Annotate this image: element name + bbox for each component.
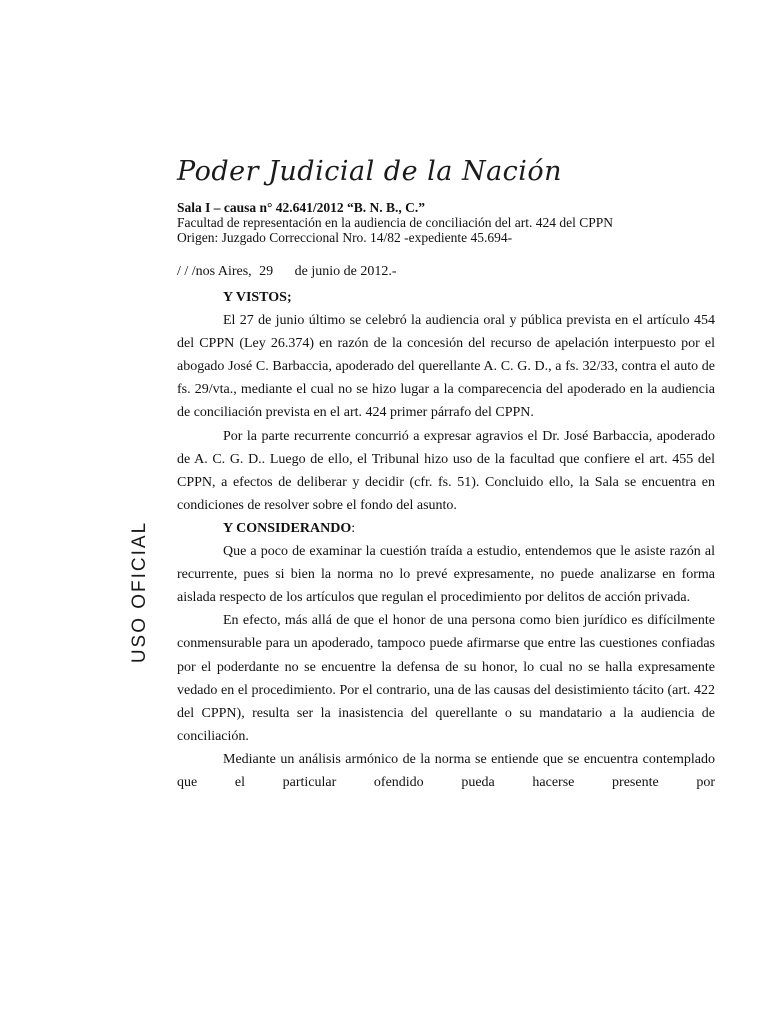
- date-place: / / /nos Aires,: [177, 264, 252, 279]
- date-line: [177, 264, 401, 280]
- paragraph-5: Mediante un análisis armónico de la norma se entiende que se encuentra contemplado que el particular ofendido pueda hacerse presente por: [177, 751, 715, 790]
- considerando-heading-text: Y CONSIDERANDO: [223, 520, 352, 536]
- paragraph-4: En efecto, más allá de que el honor de una persona como bien jurídico es difícilmente conmensurable para un apoderado, tampoco puede afirmarse que entre las cuestiones confiadas por el poderdante no se encuentre la defensa de su honor, lo cual no se halla expresamente vedado en el procedimiento. Por el contrario, una de las causas del desistimiento tácito (art. 422 del CPPN), resulta ser la inasistencia del querellante o su mandatario a la audiencia de conciliación.: [177, 613, 715, 744]
- date-month-year: de junio de 2012.-: [294, 264, 397, 279]
- paragraph-1: El 27 de junio último se celebró la audiencia oral y pública prevista en el artículo 454 del CPPN (Ley 26.374) en razón de la concesión del recurso de apelación interpuesto por el abogado José C. Barbaccia, apoderado del querellante A. C. G. D., a fs. 32/33, contra el auto de fs. 29/vta., mediante el cual no se hizo lugar a la comparecencia del apoderado en la audiencia de conciliación prevista en el art. 424 primer párrafo del CPPN.: [177, 313, 715, 421]
- case-info: [177, 200, 717, 245]
- considerando-colon: :: [351, 520, 356, 536]
- vistos-heading: Y VISTOS;: [223, 290, 292, 305]
- uso-oficial-stamp: USO OFICIAL: [129, 520, 150, 664]
- case-origin: Origen: Juzgado Correccional Nro. 14/82 -expediente 45.694-: [177, 230, 513, 245]
- paragraph-3: Que a poco de examinar la cuestión traída a estudio, entendemos que le asiste razón al recurrente, pues si bien la norma no lo prevé expresamente, no puede analizarse en forma aislada respecto de los artículos que regulan el procedimiento por delitos de acción privada.: [177, 544, 715, 606]
- case-subject: Facultad de representación en la audiencia de conciliación del art. 424 del CPPN: [177, 215, 613, 230]
- case-number: Sala I – causa n° 42.641/2012 “B. N. B., C.”: [177, 200, 426, 215]
- document-body: [177, 286, 715, 794]
- court-header-title: Poder Judicial de la Nación: [177, 156, 563, 187]
- considerando-heading: [177, 517, 715, 540]
- paragraph-2: Por la parte recurrente concurrió a expresar agravios el Dr. José Barbaccia, apoderado de A. C. G. D.. Luego de ello, el Tribunal hizo uso de la facultad que confiere el art. 455 del CPPN, a efectos de deliberar y decidir (cfr. fs. 51). Concluido ello, la Sala se encuentra en condiciones de resolver sobre el fondo del asunto.: [177, 428, 715, 513]
- date-day: 29: [259, 264, 274, 279]
